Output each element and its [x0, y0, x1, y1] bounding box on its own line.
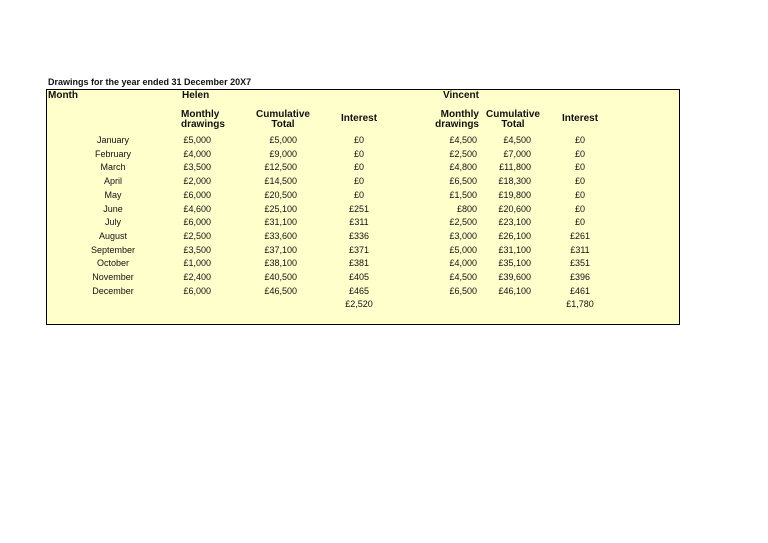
- header-line: Total: [501, 119, 525, 130]
- vincent-monthly-cell: £2,500: [449, 148, 477, 159]
- month-cell: June: [103, 203, 123, 214]
- vincent-monthly-cell: £800: [456, 203, 477, 214]
- helen-interest-cell: £0: [353, 162, 364, 173]
- month-cell: September: [90, 244, 136, 255]
- vincent-cumulative-cell: £26,100: [498, 230, 531, 241]
- helen-monthly-cell: £3,500: [183, 244, 211, 255]
- helen-cumulative-cell: £5,000: [269, 135, 297, 145]
- helen-interest-header: Interest: [340, 113, 378, 124]
- vincent-interest-cell: £311: [570, 244, 590, 255]
- helen-cumulative-cell: £12,500: [264, 162, 297, 173]
- helen-cumulative-cell: £31,100: [264, 217, 297, 228]
- helen-cumulative-total-header: [253, 110, 313, 130]
- helen-interest-cell: £381: [348, 258, 370, 269]
- helen-cumulative-cell: £40,500: [264, 272, 297, 282]
- month-cell: March: [100, 162, 126, 173]
- vincent-interest-total: £1,780: [566, 299, 594, 310]
- vincent-interest-cell: £396: [569, 272, 591, 282]
- helen-cumulative-cell: £9,000: [269, 148, 297, 159]
- month-cell: November: [92, 272, 134, 282]
- month-header: Month: [48, 90, 78, 101]
- vincent-cumulative-cell: £20,600: [498, 203, 531, 214]
- vincent-monthly-cell: £4,000: [449, 258, 477, 269]
- month-cell: April: [103, 176, 122, 187]
- vincent-interest-cell: £0: [574, 162, 585, 173]
- vincent-cumulative-cell: £39,600: [498, 272, 531, 282]
- header-line: Total: [271, 119, 295, 130]
- vincent-monthly-drawings-header: [427, 110, 479, 130]
- page-title: Drawings for the year ended 31 December 20X7: [48, 77, 252, 87]
- helen-cumulative-cell: £25,100: [264, 203, 297, 214]
- drawings-table: [46, 89, 680, 325]
- helen-interest-cell: £336: [348, 230, 370, 241]
- helen-interest-cell: £251: [348, 203, 370, 214]
- vincent-interest-cell: £351: [569, 258, 591, 269]
- helen-interest-total: £2,520: [345, 299, 373, 310]
- helen-monthly-cell: £6,000: [183, 285, 211, 296]
- helen-monthly-cell: £4,600: [183, 203, 211, 214]
- header-line: Monthly: [181, 109, 220, 120]
- vincent-monthly-cell: £5,000: [449, 244, 477, 255]
- vincent-cumulative-total-header: [481, 110, 545, 130]
- vincent-monthly-cell: £6,500: [449, 176, 477, 187]
- vincent-cumulative-cell: £7,000: [503, 148, 531, 159]
- helen-monthly-cell: £1,000: [183, 258, 211, 269]
- header-line: drawings: [435, 119, 479, 130]
- helen-cumulative-cell: £37,100: [264, 244, 297, 255]
- month-cell: May: [104, 189, 122, 200]
- vincent-monthly-cell: £6,500: [449, 285, 477, 296]
- vincent-interest-cell: £461: [569, 285, 591, 296]
- header-line: Cumulative: [256, 109, 310, 120]
- vincent-header: Vincent: [443, 90, 479, 101]
- helen-monthly-cell: £6,000: [183, 217, 211, 228]
- vincent-monthly-cell: £4,500: [449, 135, 477, 145]
- vincent-cumulative-cell: £18,300: [498, 176, 531, 187]
- vincent-monthly-cell: £3,000: [449, 230, 477, 241]
- helen-monthly-cell: £5,000: [183, 135, 211, 145]
- vincent-interest-cell: £0: [574, 203, 585, 214]
- vincent-interest-cell: £0: [574, 176, 585, 187]
- helen-monthly-drawings-header: [181, 110, 225, 130]
- helen-interest-cell: £0: [353, 148, 364, 159]
- month-cell: July: [104, 217, 121, 228]
- month-cell: January: [96, 135, 130, 145]
- helen-monthly-cell: £2,000: [183, 176, 211, 187]
- vincent-interest-cell: £261: [569, 230, 591, 241]
- vincent-monthly-cell: £4,500: [449, 272, 477, 282]
- month-cell: February: [94, 148, 131, 159]
- vincent-cumulative-cell: £31,100: [498, 244, 531, 255]
- vincent-cumulative-cell: £46,100: [498, 285, 531, 296]
- vincent-interest-cell: £0: [574, 148, 585, 159]
- helen-cumulative-cell: £33,600: [264, 230, 297, 241]
- month-cell: December: [92, 285, 134, 296]
- helen-interest-cell: £0: [353, 176, 364, 187]
- month-cell: October: [96, 258, 129, 269]
- vincent-interest-cell: £0: [574, 217, 585, 228]
- helen-monthly-cell: £2,500: [183, 230, 211, 241]
- header-line: Monthly: [440, 109, 479, 120]
- vincent-monthly-cell: £2,500: [449, 217, 477, 228]
- helen-monthly-cell: £3,500: [183, 162, 211, 173]
- helen-cumulative-cell: £14,500: [264, 176, 297, 187]
- helen-monthly-cell: £6,000: [183, 189, 211, 200]
- vincent-interest-cell: £0: [574, 189, 585, 200]
- header-line: Cumulative: [486, 109, 540, 120]
- helen-interest-cell: £405: [348, 272, 370, 282]
- month-cell: August: [98, 230, 128, 241]
- vincent-monthly-cell: £1,500: [449, 189, 477, 200]
- helen-cumulative-cell: £46,500: [264, 285, 297, 296]
- header-line: drawings: [181, 119, 225, 130]
- vincent-interest-cell: £0: [574, 135, 585, 145]
- helen-monthly-cell: £4,000: [183, 148, 211, 159]
- vincent-cumulative-cell: £19,800: [498, 189, 531, 200]
- vincent-interest-header: Interest: [561, 113, 599, 124]
- helen-header: Helen: [182, 90, 210, 101]
- helen-interest-cell: £0: [353, 135, 364, 145]
- vincent-monthly-cell: £4,800: [449, 162, 477, 173]
- vincent-cumulative-cell: £4,500: [503, 135, 531, 145]
- helen-cumulative-cell: £38,100: [264, 258, 297, 269]
- helen-interest-cell: £371: [348, 244, 370, 255]
- vincent-cumulative-cell: £23,100: [498, 217, 531, 228]
- helen-monthly-cell: £2,400: [183, 272, 211, 282]
- helen-interest-cell: £311: [349, 217, 369, 228]
- helen-interest-cell: £0: [353, 189, 364, 200]
- vincent-cumulative-cell: £11,800: [499, 162, 531, 173]
- helen-interest-cell: £465: [348, 285, 370, 296]
- helen-cumulative-cell: £20,500: [264, 189, 297, 200]
- vincent-cumulative-cell: £35,100: [498, 258, 531, 269]
